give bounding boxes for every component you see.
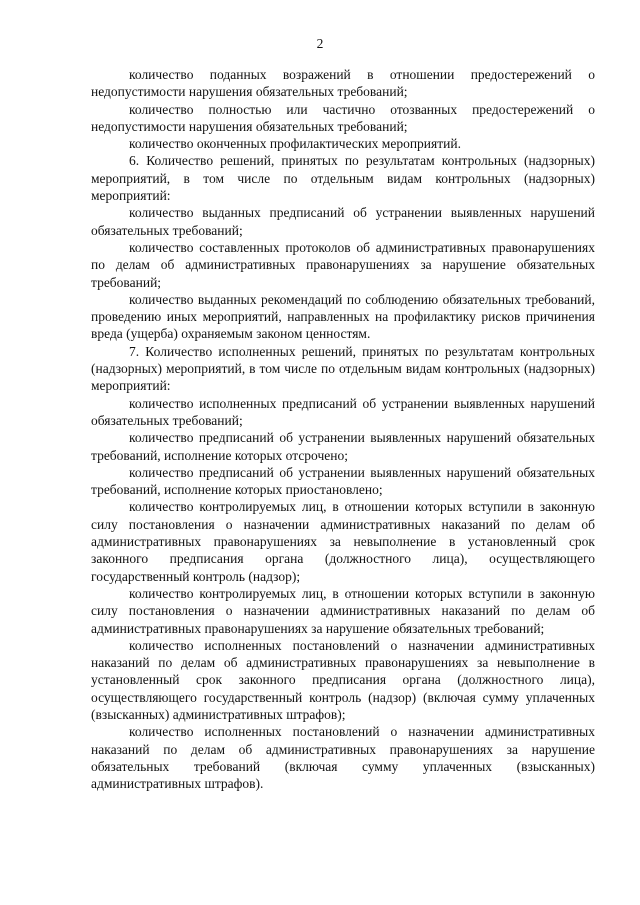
document-body: [91, 66, 595, 792]
paragraph: количество предписаний об устранении выявленных нарушений обязательных требований, исполнение которых приостановлено;: [91, 464, 595, 498]
paragraph: количество исполненных постановлений о назначении административных наказаний по делам об административных правонарушениях за нарушение обязательных требований (включая сумму уплаченных (взысканных) административных штрафов).: [91, 724, 595, 792]
paragraph: количество составленных протоколов об административных правонарушениях по делам об административных правонарушениях за нарушение обязательных требований;: [91, 239, 595, 290]
paragraph: количество поданных возражений в отношении предостережений о недопустимости нарушения обязательных требований;: [91, 67, 595, 100]
paragraph: 7. Количество исполненных решений, принятых по результатам контрольных (надзорных) мероприятий, в том числе по отдельным видам контрольных (надзорных) мероприятий:: [91, 343, 595, 394]
paragraph: количество выданных рекомендаций по соблюдению обязательных требований, проведению иных мероприятий, направленных на профилактику рисков причинения вреда (ущерба) охраняемым законом ценностям.: [91, 291, 595, 342]
paragraph: количество контролируемых лиц, в отношении которых вступили в законную силу постановления о назначении административных наказаний по делам об административных правонарушениях за невыполнение в установленный срок законного предписания органа (должностного лица), осуществляющего государственный контроль (надзор);: [91, 499, 595, 584]
paragraph: количество оконченных профилактических мероприятий.: [129, 136, 461, 152]
paragraph: количество исполненных предписаний об устранении выявленных нарушений обязательных требований;: [91, 395, 595, 428]
paragraph: количество предписаний об устранении выявленных нарушений обязательных требований, исполнение которых отсрочено;: [91, 430, 595, 463]
paragraph: количество контролируемых лиц, в отношении которых вступили в законную силу постановления о назначении административных наказаний по делам об административных правонарушениях за нарушение обязательных требований;: [91, 585, 595, 636]
page-number: 2: [316, 36, 324, 51]
paragraph: количество полностью или частично отозванных предостережений о недопустимости нарушения обязательных требований;: [91, 101, 595, 134]
paragraph: 6. Количество решений, принятых по результатам контрольных (надзорных) мероприятий, в том числе по отдельным видам контрольных (надзорных) мероприятий:: [91, 153, 595, 204]
paragraph: количество выданных предписаний об устранении выявленных нарушений обязательных требований;: [91, 205, 595, 238]
paragraph: количество исполненных постановлений о назначении административных наказаний по делам об административных правонарушениях за невыполнение в установленный срок законного предписания органа (должностного лица), осуществляющего государственный контроль (надзор) (включая сумму уплаченных (взысканных) административных штрафов);: [91, 637, 595, 722]
